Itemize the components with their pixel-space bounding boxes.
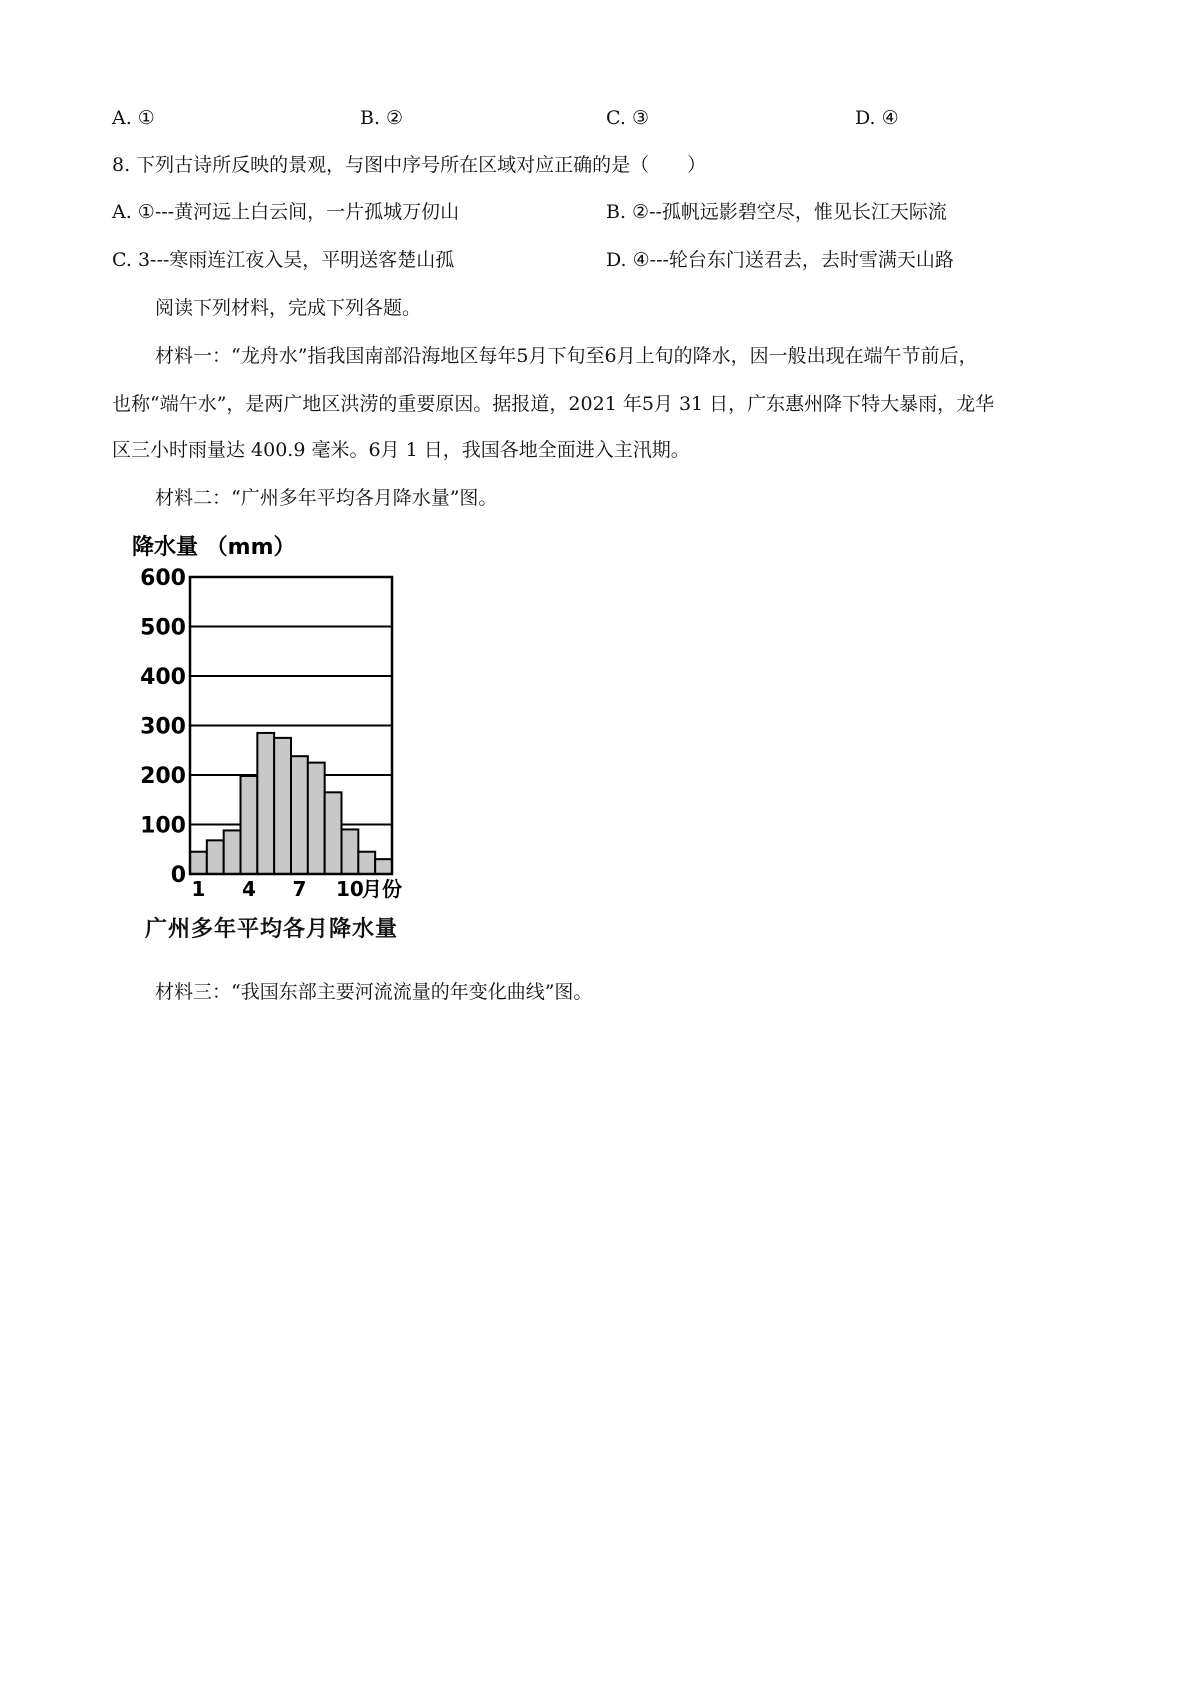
rainfall-chart-svg [130,532,430,912]
q8-option-c: C. 3---寒雨连江夜入吴，平明送客楚山孤 [112,249,455,271]
bar-month-3 [224,830,241,874]
bar-month-2 [207,840,224,874]
y-tick-label: 600 [140,566,186,591]
bar-month-1 [190,852,207,874]
bar-month-12 [375,859,392,874]
bar-month-11 [358,852,375,874]
x-axis-label: 月份 [362,877,402,901]
q7-option-c: C. ③ [606,107,649,129]
bar-month-5 [257,733,274,874]
y-tick-label: 0 [170,863,186,888]
x-tick-label: 1 [191,877,206,901]
chart-caption: 广州多年平均各月降水量 [145,917,399,942]
q8-option-a: A. ①---黄河远上白云间，一片孤城万仞山 [112,201,460,223]
q7-option-b: B. ② [360,107,404,129]
material2-text: 材料二：“广州多年平均各月降水量”图。 [155,487,498,509]
material1-line2: 也称“端午水”，是两广地区洪涝的重要原因。据报道，2021 年5月 31 日，广东惠州降下特大暴雨，龙华 [112,393,995,415]
q8-stem: 8. 下列古诗所反映的景观，与图中序号所在区域对应正确的是（ ） [112,154,707,176]
x-tick-label: 4 [241,877,256,901]
reading-intro: 阅读下列材料，完成下列各题。 [155,297,422,319]
y-axis-label: 降水量 （mm） [132,535,296,560]
q7-option-d: D. ④ [855,107,899,129]
x-tick-label: 7 [292,877,307,901]
y-tick-label: 400 [140,665,186,690]
q8-option-d: D. ④---轮台东门送君去，去时雪满天山路 [606,249,954,271]
rainfall-chart [130,532,430,952]
q7-option-a: A. ① [112,107,155,129]
material1-line3: 区三小时雨量达 400.9 毫米。6月 1 日，我国各地全面进入主汛期。 [112,439,690,461]
y-tick-label: 300 [140,714,186,740]
bar-month-9 [325,792,342,874]
y-tick-label: 200 [140,764,186,789]
material3-text: 材料三：“我国东部主要河流流量的年变化曲线”图。 [155,981,593,1003]
y-tick-label: 100 [140,813,186,839]
bar-month-8 [308,763,325,874]
bar-month-4 [241,776,258,874]
x-tick-label: 10 [335,877,364,901]
bar-month-10 [342,829,359,874]
material1-line1: 材料一：“龙舟水”指我国南部沿海地区每年5月下旬至6月上旬的降水，因一般出现在端午节前后， [155,345,978,367]
q8-option-b: B. ②--孤帆远影碧空尽，惟见长江天际流 [606,201,947,223]
y-tick-label: 500 [140,615,186,641]
bar-month-7 [291,756,308,874]
bar-month-6 [274,738,291,874]
